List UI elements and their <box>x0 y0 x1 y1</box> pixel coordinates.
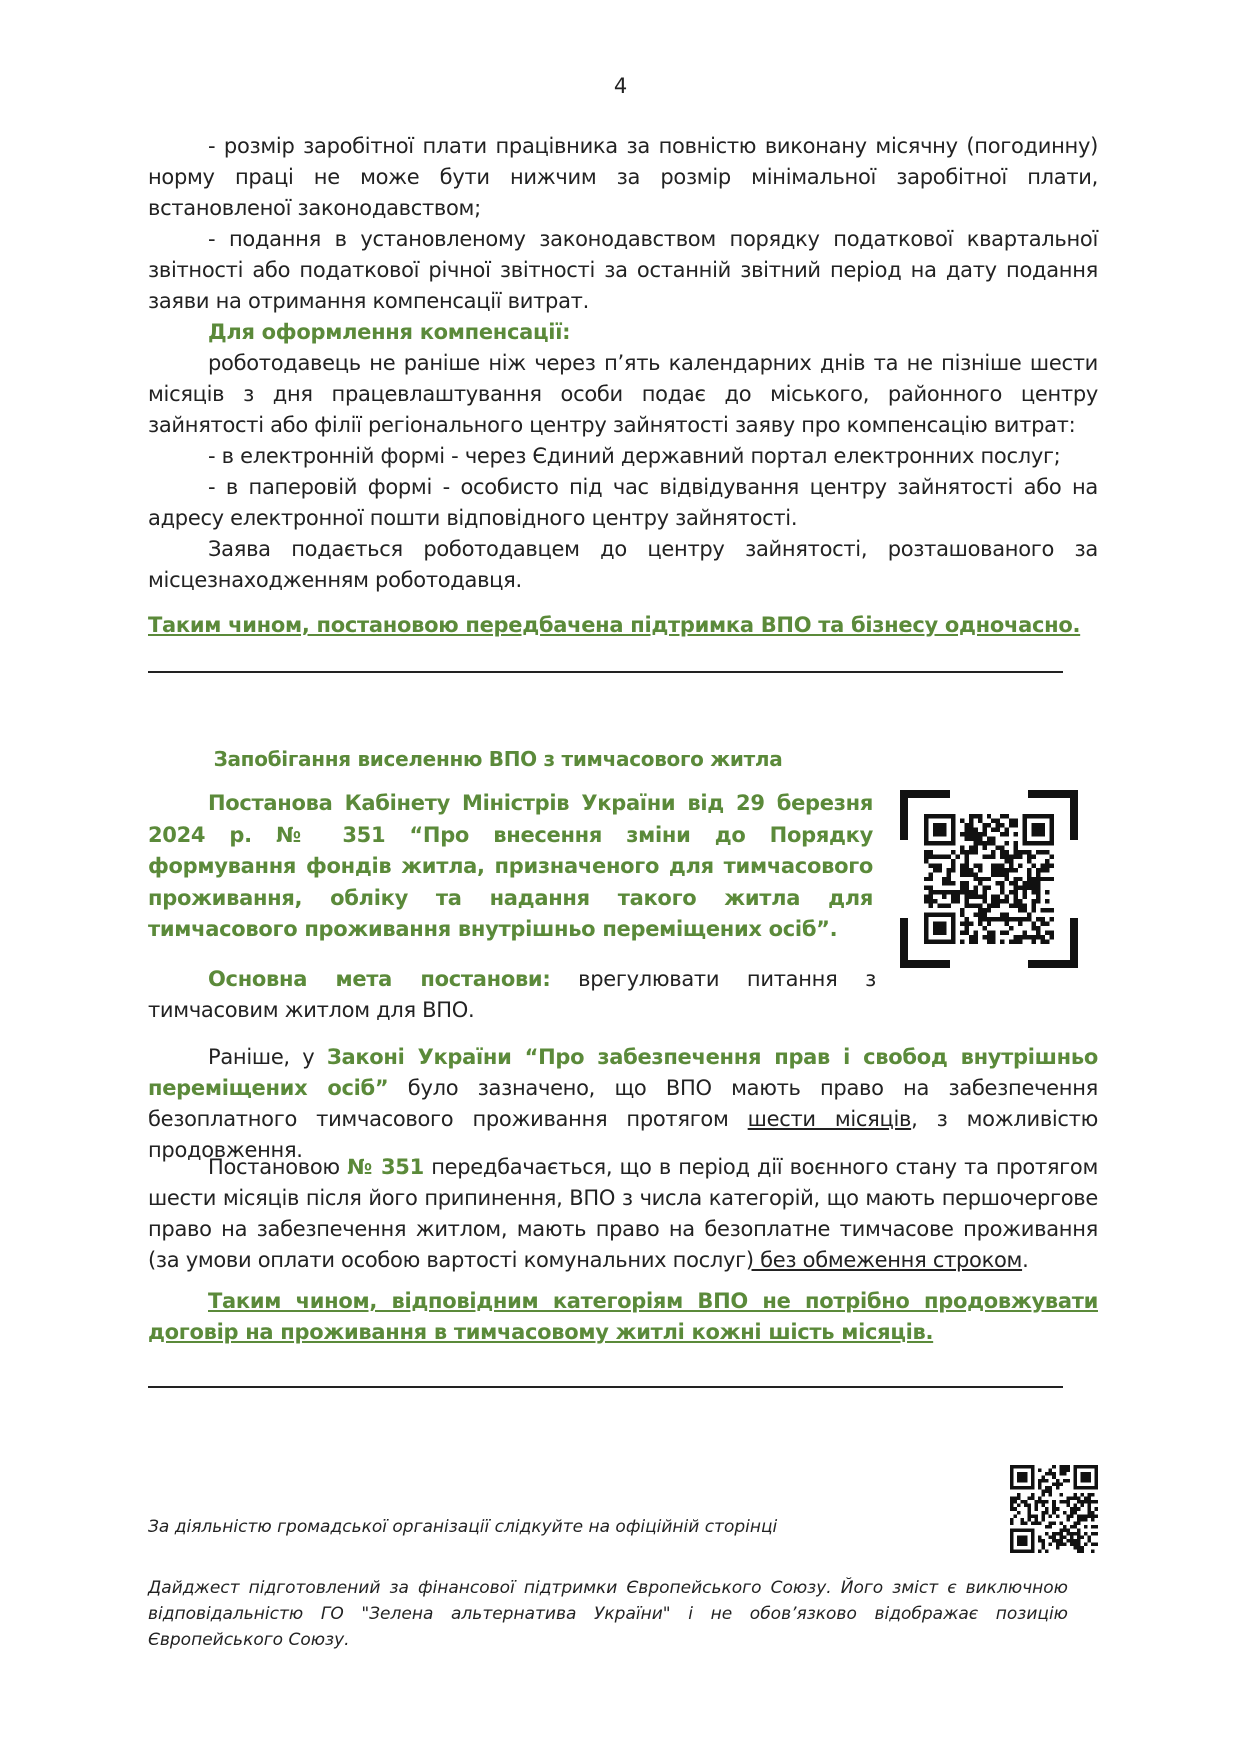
section-title: Запобігання виселенню ВПО з тимчасового житла <box>213 747 783 771</box>
term-six-months: шести місяців <box>747 1107 912 1131</box>
conclusion-2: Таким чином, відповідним категоріям ВПО не потрібно продовжувати договір на проживання в тимчасовому житлі кожні шість місяців. <box>148 1289 1098 1344</box>
paragraph-reporting: - подання в установленому законодавством порядку податкової квартальної звітності або податкової річної звітності за останній звітний період на дату подання заяви на отримання компенсації витрат. <box>148 227 1098 313</box>
resolution-title: Постанова Кабінету Міністрів України від 29 березня 2024 р. № 351 “Про внесення зміни до Порядку формування фондів житла, призначеного для тимчасового проживання, обліку та надання такого житла для тимчасового проживання внутрішньо переміщених осіб”. <box>148 791 873 941</box>
qr-code-resolution[interactable] <box>900 790 1078 968</box>
paragraph-employer: роботодавець не раніше ніж через п’ять календарних днів та не пізніше шести місяців з дня працевлаштування особи подає до міського, районного центру зайнятості або філії регіонального центру зайнятості заяву про компенсацію витрат: <box>148 351 1098 437</box>
text-fragment: Раніше, у <box>208 1045 327 1069</box>
qr-code-icon <box>924 814 1054 944</box>
list-item-electronic: - в електронній формі - через Єдиний державний портал електронних послуг; <box>208 444 1061 468</box>
page-number: 4 <box>613 74 628 98</box>
goal-paragraph <box>148 964 876 1026</box>
divider-1 <box>148 671 1063 673</box>
text-fragment: , з можливістю продовження. <box>148 1107 1098 1162</box>
paragraph-application: Заява подається роботодавцем до центру зайнятості, розташованого за місцезнаходженням роботодавця. <box>148 537 1098 592</box>
no-term-limit: ) без обмеження строком <box>745 1248 1023 1272</box>
divider-2 <box>148 1386 1063 1388</box>
follow-note: За діяльністю громадської організації слідкуйте на офіційній сторінці <box>148 1517 778 1537</box>
text-fragment: передбачається, що в період дії воєнного стану та протягом шести місяців після його припинення, ВПО з числа категорій, що мають першочергове право на забезпечення житлом, мають право на безоплатне тимчасове проживання (за умови оплати особою вартості комунальних послуг <box>148 1155 1098 1272</box>
previous-law-paragraph <box>148 1042 1098 1166</box>
conclusion-1: Таким чином, постановою передбачена підтримка ВПО та бізнесу одночасно. <box>148 613 1081 637</box>
text-fragment: було зазначено, що ВПО мають право на забезпечення безоплатного тимчасового проживання протягом <box>148 1076 1098 1131</box>
list-item-paper: - в паперовій формі - особисто під час відвідування центру зайнятості або на адресу електронної пошти відповідного центру зайнятості. <box>148 475 1098 530</box>
paragraph-salary: - розмір заробітної плати працівника за повністю виконану місячну (погодинну) норму праці не може бути нижчим за розмір мінімальної заробітної плати, встановленої законодавством; <box>148 134 1098 220</box>
compensation-heading: Для оформлення компенсації: <box>208 320 571 344</box>
goal-label: Основна мета постанови: <box>208 967 551 991</box>
resolution-number: № 351 <box>347 1155 424 1179</box>
law-name: Законі України “Про забезпечення прав і свобод внутрішньо переміщених осіб” <box>148 1045 1098 1100</box>
eu-disclaimer: Дайджест підготовлений за фінансової підтримки Європейського Союзу. Його зміст є виключною відповідальністю ГО "Зелена альтернатива України" і не обов’язково відображає позицію Європейського Союзу. <box>148 1578 1068 1650</box>
goal-text: врегулювати питання з тимчасовим житлом для ВПО. <box>148 967 876 1022</box>
text-fragment: . <box>1022 1248 1029 1272</box>
text-fragment: Постановою <box>208 1155 348 1179</box>
resolution-paragraph <box>148 1152 1098 1276</box>
compensation-section <box>148 131 1098 641</box>
